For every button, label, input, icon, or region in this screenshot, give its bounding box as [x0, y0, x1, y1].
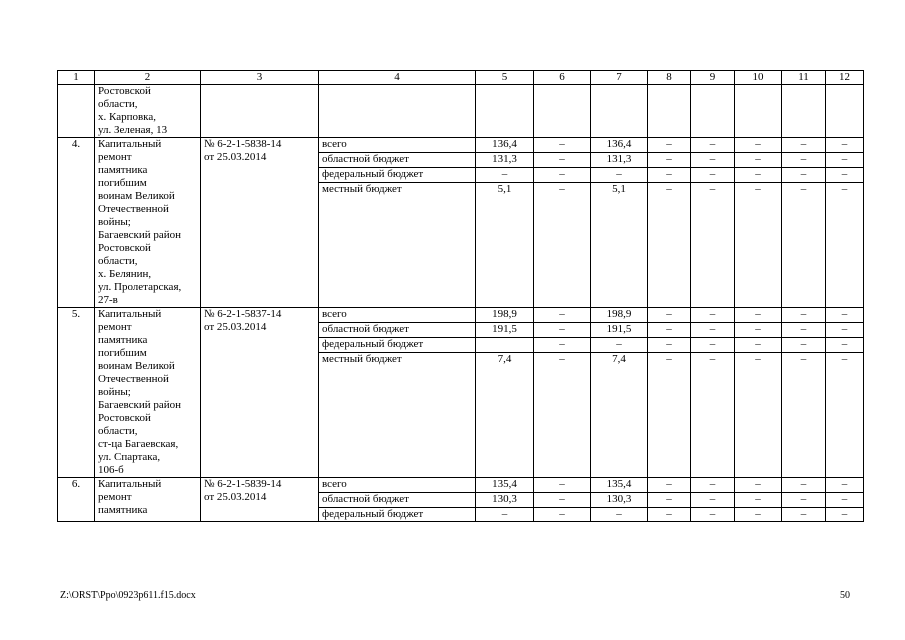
row-number: 5.	[58, 308, 95, 478]
value-cell	[476, 85, 534, 138]
value-cell: –	[826, 138, 864, 153]
doc-number-cell: № 6-2-1-5839-14 от 25.03.2014	[201, 478, 319, 522]
value-cell	[476, 338, 534, 353]
value-cell: –	[826, 508, 864, 522]
value-cell: –	[826, 323, 864, 338]
num-cell	[58, 85, 95, 138]
value-cell: 135,4	[591, 478, 648, 493]
funding-source-cell: всего	[319, 478, 476, 493]
doc-cell	[201, 85, 319, 138]
funding-source-cell: федеральный бюджет	[319, 338, 476, 353]
header-cell: 3	[201, 71, 319, 85]
value-cell: –	[534, 493, 591, 508]
value-cell: 130,3	[591, 493, 648, 508]
value-cell: –	[782, 138, 826, 153]
doc-number-cell: № 6-2-1-5837-14 от 25.03.2014	[201, 308, 319, 478]
value-cell: –	[534, 323, 591, 338]
header-cell: 5	[476, 71, 534, 85]
value-cell	[591, 85, 648, 138]
value-cell: –	[691, 323, 735, 338]
value-cell: –	[735, 183, 782, 308]
funding-source-cell: федеральный бюджет	[319, 508, 476, 522]
value-cell: –	[691, 338, 735, 353]
header-cell: 2	[95, 71, 201, 85]
value-cell: –	[476, 168, 534, 183]
value-cell: –	[826, 353, 864, 478]
header-cell: 11	[782, 71, 826, 85]
value-cell: –	[735, 478, 782, 493]
object-name-cell: Капитальный ремонт памятника погибшим воинам Великой Отечественной войны; Багаевский район Ростовской области, ст-ца Багаевская, ул. Спартака, 106-б	[95, 308, 201, 478]
value-cell: –	[691, 493, 735, 508]
value-cell: –	[648, 478, 691, 493]
footer-file-path: Z:\ORST\Ppo\0923p611.f15.docx	[60, 590, 196, 601]
row-number: 6.	[58, 478, 95, 522]
value-cell: –	[735, 508, 782, 522]
value-cell: –	[735, 153, 782, 168]
object-name-cell: Ростовской области, х. Карповка, ул. Зеленая, 13	[95, 85, 201, 138]
value-cell: –	[782, 153, 826, 168]
funding-source-cell: областной бюджет	[319, 323, 476, 338]
object-name-cell: Капитальный ремонт памятника погибшим воинам Великой Отечественной войны; Багаевский район Ростовской области, х. Белянин, ул. Пролетарская, 27-в	[95, 138, 201, 308]
value-cell: –	[735, 308, 782, 323]
continuation-row	[58, 85, 864, 138]
funding-source-cell: областной бюджет	[319, 493, 476, 508]
value-cell	[782, 85, 826, 138]
value-cell: –	[534, 183, 591, 308]
header-cell: 12	[826, 71, 864, 85]
value-cell: –	[534, 508, 591, 522]
table-row	[58, 138, 864, 153]
value-cell: –	[782, 338, 826, 353]
object-name-cell: Капитальный ремонт памятника	[95, 478, 201, 522]
value-cell: –	[648, 153, 691, 168]
value-cell: 198,9	[476, 308, 534, 323]
value-cell: –	[691, 478, 735, 493]
value-cell: –	[735, 138, 782, 153]
value-cell	[826, 85, 864, 138]
funding-source-cell: всего	[319, 308, 476, 323]
header-cell: 9	[691, 71, 735, 85]
value-cell	[534, 85, 591, 138]
value-cell: –	[534, 308, 591, 323]
value-cell: 191,5	[476, 323, 534, 338]
header-cell: 7	[591, 71, 648, 85]
value-cell: –	[782, 353, 826, 478]
value-cell: –	[691, 138, 735, 153]
funding-source-cell: местный бюджет	[319, 353, 476, 478]
value-cell: –	[782, 478, 826, 493]
value-cell: 131,3	[476, 153, 534, 168]
value-cell: 198,9	[591, 308, 648, 323]
value-cell	[735, 85, 782, 138]
value-cell: –	[782, 323, 826, 338]
value-cell: –	[782, 508, 826, 522]
value-cell: –	[826, 308, 864, 323]
value-cell: 136,4	[476, 138, 534, 153]
value-cell: –	[691, 153, 735, 168]
value-cell	[648, 85, 691, 138]
value-cell: –	[735, 168, 782, 183]
value-cell: –	[648, 168, 691, 183]
value-cell: 136,4	[591, 138, 648, 153]
value-cell: –	[591, 338, 648, 353]
table-row	[58, 308, 864, 323]
value-cell: –	[826, 338, 864, 353]
value-cell: 135,4	[476, 478, 534, 493]
value-cell: –	[735, 338, 782, 353]
value-cell: –	[534, 478, 591, 493]
header-row	[58, 71, 864, 85]
value-cell: –	[691, 508, 735, 522]
value-cell: 7,4	[476, 353, 534, 478]
value-cell	[691, 85, 735, 138]
value-cell: –	[691, 183, 735, 308]
value-cell: 130,3	[476, 493, 534, 508]
value-cell: 5,1	[591, 183, 648, 308]
value-cell: –	[735, 353, 782, 478]
value-cell: –	[782, 493, 826, 508]
row-number: 4.	[58, 138, 95, 308]
value-cell: –	[782, 308, 826, 323]
value-cell: –	[648, 508, 691, 522]
value-cell: 7,4	[591, 353, 648, 478]
header-cell: 4	[319, 71, 476, 85]
value-cell: –	[648, 138, 691, 153]
value-cell: –	[648, 323, 691, 338]
value-cell: –	[591, 508, 648, 522]
funding-source-cell: областной бюджет	[319, 153, 476, 168]
header-cell: 6	[534, 71, 591, 85]
value-cell: –	[826, 478, 864, 493]
value-cell: –	[534, 168, 591, 183]
value-cell: –	[782, 168, 826, 183]
budget-table	[57, 70, 864, 522]
value-cell: 131,3	[591, 153, 648, 168]
value-cell: –	[534, 338, 591, 353]
value-cell: 5,1	[476, 183, 534, 308]
value-cell: –	[648, 493, 691, 508]
value-cell: –	[826, 493, 864, 508]
value-cell: –	[691, 168, 735, 183]
value-cell: –	[648, 338, 691, 353]
table-row	[58, 478, 864, 493]
value-cell: 191,5	[591, 323, 648, 338]
value-cell: –	[782, 183, 826, 308]
value-cell: –	[648, 308, 691, 323]
value-cell: –	[648, 183, 691, 308]
header-cell: 8	[648, 71, 691, 85]
value-cell: –	[691, 353, 735, 478]
value-cell: –	[648, 353, 691, 478]
value-cell: –	[826, 183, 864, 308]
value-cell: –	[534, 153, 591, 168]
value-cell: –	[534, 353, 591, 478]
funding-source-cell: федеральный бюджет	[319, 168, 476, 183]
value-cell: –	[691, 308, 735, 323]
value-cell: –	[826, 153, 864, 168]
header-cell: 1	[58, 71, 95, 85]
doc-number-cell: № 6-2-1-5838-14 от 25.03.2014	[201, 138, 319, 308]
source-cell	[319, 85, 476, 138]
value-cell: –	[591, 168, 648, 183]
value-cell: –	[476, 508, 534, 522]
value-cell: –	[826, 168, 864, 183]
value-cell: –	[534, 138, 591, 153]
value-cell: –	[735, 323, 782, 338]
funding-source-cell: местный бюджет	[319, 183, 476, 308]
footer-page-number: 50	[840, 590, 850, 601]
header-cell: 10	[735, 71, 782, 85]
funding-source-cell: всего	[319, 138, 476, 153]
value-cell: –	[735, 493, 782, 508]
